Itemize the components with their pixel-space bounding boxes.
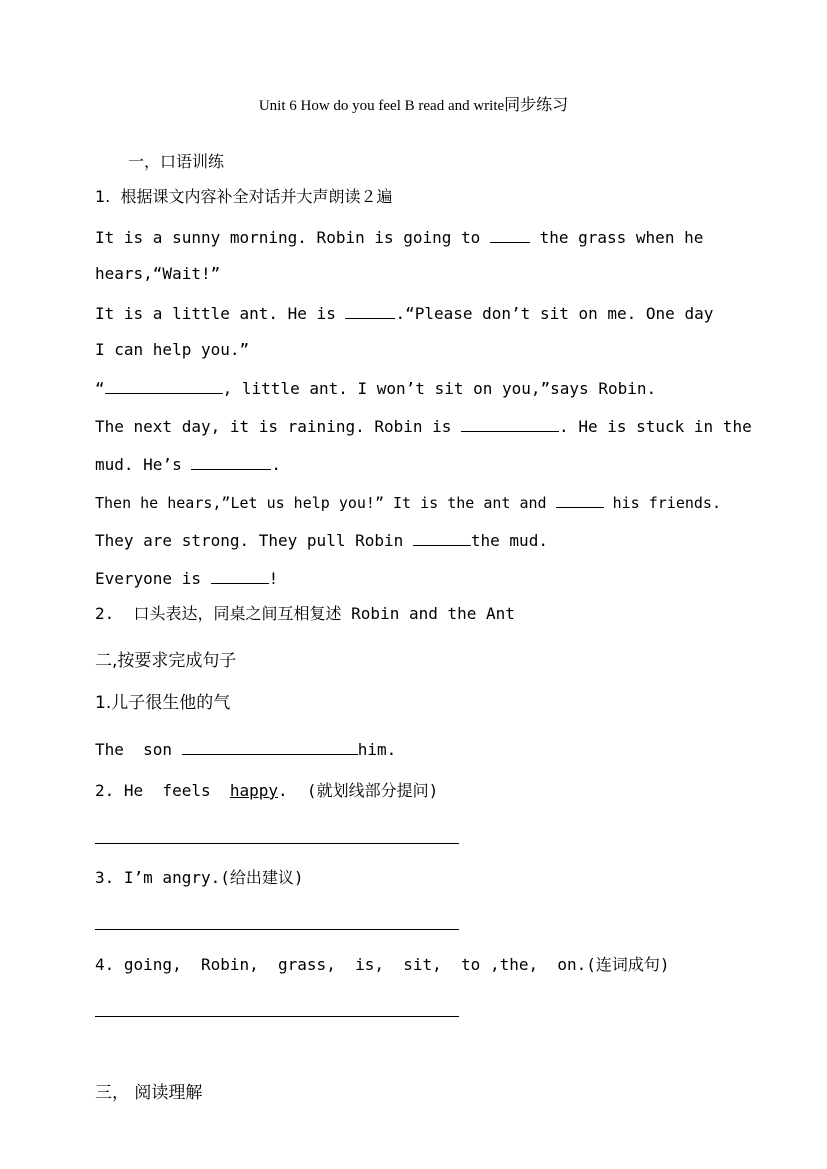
- section3-heading: 三， 阅读理解: [95, 1083, 203, 1103]
- section2-heading: 二,按要求完成句子: [95, 651, 237, 671]
- story-line-1: [95, 226, 703, 248]
- story-text: “: [95, 379, 105, 398]
- story-text: the grass when he: [529, 228, 704, 247]
- story-text: !: [268, 569, 279, 588]
- title-english: Unit 6 How do you feel B read and write: [258, 98, 505, 114]
- story-text: Everyone is: [95, 569, 211, 588]
- blank-3[interactable]: [105, 377, 223, 394]
- story-text: , little ant. I won’t sit on you,”says Robin.: [222, 379, 657, 398]
- blank-5[interactable]: [191, 453, 271, 470]
- question-4: 4. going, Robin, grass, is, sit, to ,the, on.(连词成句): [95, 955, 670, 974]
- title-chinese: 同步练习: [504, 95, 569, 114]
- story-text: the mud.: [470, 531, 548, 550]
- story-line-4: I can help you.”: [95, 340, 250, 359]
- story-text: . He is stuck in the: [559, 417, 752, 436]
- section1-heading: 一，口语训练: [128, 152, 225, 171]
- story-text: It is a little ant. He is: [95, 304, 346, 323]
- story-line-7: [95, 453, 281, 475]
- story-line-6: [95, 415, 752, 437]
- task1-instruction: 1. 根据课文内容补全对话并大声朗读２遍: [95, 187, 393, 206]
- story-line-5: [95, 377, 656, 399]
- story-text: It is a sunny morning. Robin is going to: [95, 228, 490, 247]
- blank-4[interactable]: [461, 415, 559, 432]
- task2-instruction: 2. 口头表达，同桌之间互相复述 Robin and the Ant: [95, 604, 515, 623]
- answer-line-4[interactable]: [95, 1016, 459, 1017]
- story-text: .: [271, 455, 281, 474]
- answer-blank-1[interactable]: [182, 738, 358, 755]
- answer-line-3[interactable]: [95, 929, 459, 930]
- story-line-9: [95, 529, 548, 551]
- answer-line-2[interactable]: [95, 843, 459, 844]
- question-text: him.: [357, 740, 397, 759]
- story-text: his friends.: [603, 494, 721, 512]
- question-text: . (就划线部分提问): [278, 781, 439, 800]
- blank-1[interactable]: [490, 226, 530, 243]
- question-3: 3. I’m angry.(给出建议): [95, 868, 304, 887]
- story-text: They are strong. They pull Robin: [95, 531, 413, 550]
- story-text: Then he hears,”Let us help you!” It is the ant and: [95, 494, 556, 512]
- page-title: [0, 92, 827, 115]
- question-1-answer-line: [95, 738, 396, 760]
- question-1: 1.儿子很生他的气: [95, 693, 231, 713]
- question-text: 2. He feels: [95, 781, 230, 800]
- underlined-word: happy: [229, 781, 279, 800]
- story-line-3: [95, 302, 713, 324]
- blank-8[interactable]: [211, 567, 269, 584]
- story-text: mud. He’s: [95, 455, 192, 474]
- story-line-10: [95, 567, 278, 589]
- story-line-8: [95, 491, 721, 513]
- blank-6[interactable]: [556, 491, 604, 508]
- question-text: The son: [95, 740, 182, 759]
- question-2: [95, 781, 438, 801]
- story-line-2: hears,“Wait!”: [95, 264, 221, 283]
- blank-2[interactable]: [345, 302, 395, 319]
- blank-7[interactable]: [413, 529, 471, 546]
- story-text: .“Please don’t sit on me. One day: [395, 304, 714, 323]
- story-text: The next day, it is raining. Robin is: [95, 417, 462, 436]
